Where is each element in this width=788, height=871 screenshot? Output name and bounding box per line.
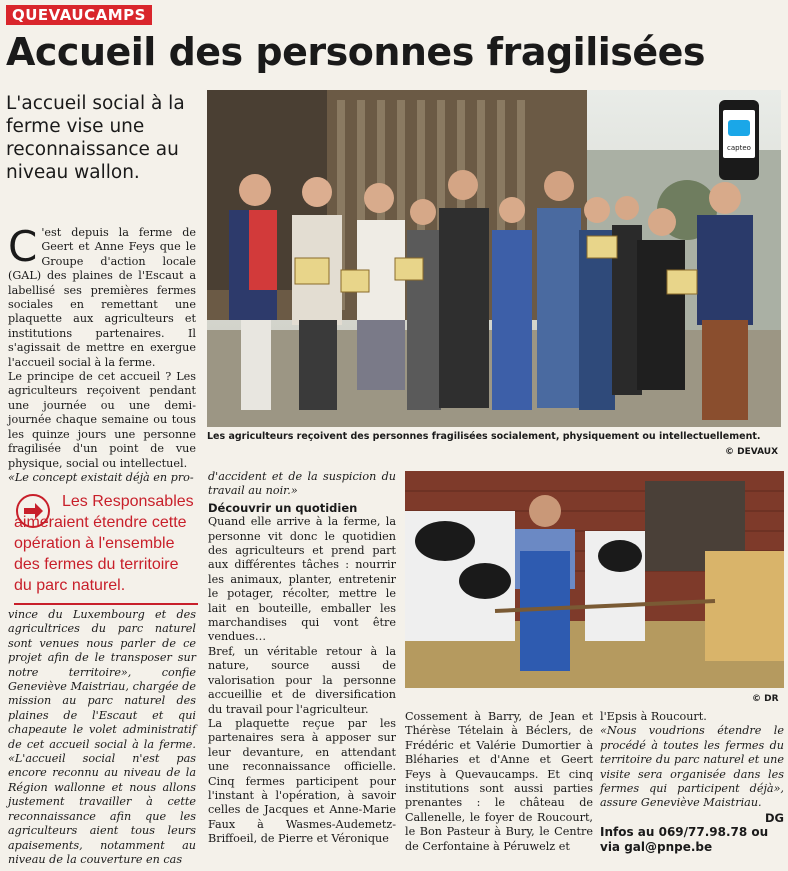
author-signature: DG xyxy=(765,810,784,825)
column-1-bottom xyxy=(8,608,196,867)
photo-credit: © DEVAUX xyxy=(725,447,779,457)
standfirst: L'accueil social à la ferme vise une reconnaissance au niveau wallon. xyxy=(6,93,185,183)
dropcap: C xyxy=(8,222,38,271)
group-photo xyxy=(207,90,781,427)
column-1-top xyxy=(8,222,196,485)
farmer-photo-illustration xyxy=(405,471,784,688)
photo2-credit: © DR xyxy=(752,694,779,704)
col2-subhead: Découvrir un quotidien xyxy=(208,500,358,515)
column-2 xyxy=(208,470,396,847)
column-4 xyxy=(600,710,784,855)
col1-paragraph-4: vince du Luxembourg et des agricultrices du parc naturel sont venues nous parler de ce projet afin de le transposer sur notre territoire», confie Geneviève Maistriau, chargée de mission au parc naturel des plaines de l'Escaut et qui chapeaute le volet administratif de cet accueil social à la ferme. «L'accueil social n'est pas encore reconnu au niveau de la Région wallonne et nous allons justement travailler à cette reconnaissance afin que les agriculteurs aient tous leurs apaisements, notamment au niveau de la couverture en cas xyxy=(8,608,196,866)
column-3 xyxy=(405,710,593,854)
col1-paragraph-3: «Le concept existait déjà en pro- xyxy=(8,470,194,484)
col2-paragraph-2: Quand elle arrive à la ferme, la personne vit donc le quotidien des agriculteurs et prend part aux différentes tâches : nourrir les animaux, planter, entretenir le potager, récolter, mettre le lait en bouteille, emballer les marchandises qui vont être vendues… xyxy=(208,515,396,644)
col2-paragraph-3: Bref, un véritable retour à la nature, source aussi de valorisation pour la personne accueillie et de diversification du travail pour l'agriculteur. xyxy=(208,644,396,716)
pullquote: Les Responsables aimeraient étendre cette opération à l'ensemble des fermes du territoire du parc naturel. xyxy=(14,493,194,594)
pullquote-divider xyxy=(14,603,198,605)
col2-paragraph-4: La plaquette reçue par les partenaires sera à apposer sur leur devanture, en attendant une reconnaissance officielle. Cinq fermes participent pour l'instant à l'opération, à savoir celles de Jacques et Anne-Marie Faux à Wasmes-Audemetz-Briffoeil, de Pierre et Véronique xyxy=(208,716,396,846)
contact-info: Infos au 069/77.98.78 ou via gal@pnpe.be xyxy=(600,825,769,855)
col1-paragraph-1: 'est depuis la ferme de Geert et Anne Feys que le Groupe d'action locale (GAL) des plaines de l'Escaut a labellisé ses premières fermes sociales en remettant une plaquette aux agriculteurs et institutions partenaires. Il s'agissait de mettre en exergue l'accueil social à la ferme. xyxy=(8,226,196,369)
headline: Accueil des personnes fragilisées xyxy=(6,30,706,74)
col4-paragraph-2: «Nous voudrions étendre le procédé à toutes les fermes du territoire du parc naturel et une visite sera organisée dans les fermes qui participent déjà», assure Geneviève Maistriau. xyxy=(600,724,784,810)
group-photo-illustration xyxy=(207,90,781,427)
col4-paragraph-1: l'Epsis à Roucourt. xyxy=(600,710,707,723)
farmer-photo xyxy=(405,471,784,688)
capteo-phone-icon[interactable] xyxy=(719,100,759,180)
capteo-label: capteo xyxy=(727,144,751,152)
col3-paragraph-1: Cossement à Barry, de Jean et Thérèse Tételain à Béclers, de Frédéric et Valérie Dumortier à Bléharies et d'Anne et Geert Feys à Quevaucamps. Et cinq institutions sont aussi parties prenantes : le château de Callenelle, le foyer de Roucourt, le Bon Pasteur à Bury, le Centre de Cerfontaine à Péruwelz et xyxy=(405,710,593,853)
col2-paragraph-1: d'accident et de la suspicion du travail au noir.» xyxy=(208,470,396,498)
camera-icon xyxy=(728,120,750,136)
section-kicker: QUEVAUCAMPS xyxy=(6,5,152,25)
photo-caption: Les agriculteurs reçoivent des personnes fragilisées socialement, physiquement ou intellectuellement. xyxy=(207,431,761,442)
col1-paragraph-2: Le principe de cet accueil ? Les agriculteurs reçoivent pendant une journée ou une demi-journée chaque semaine ou tous les quinze jours une personne fragilisée d'un point de vue physique, social ou intellectuel. xyxy=(8,370,196,470)
